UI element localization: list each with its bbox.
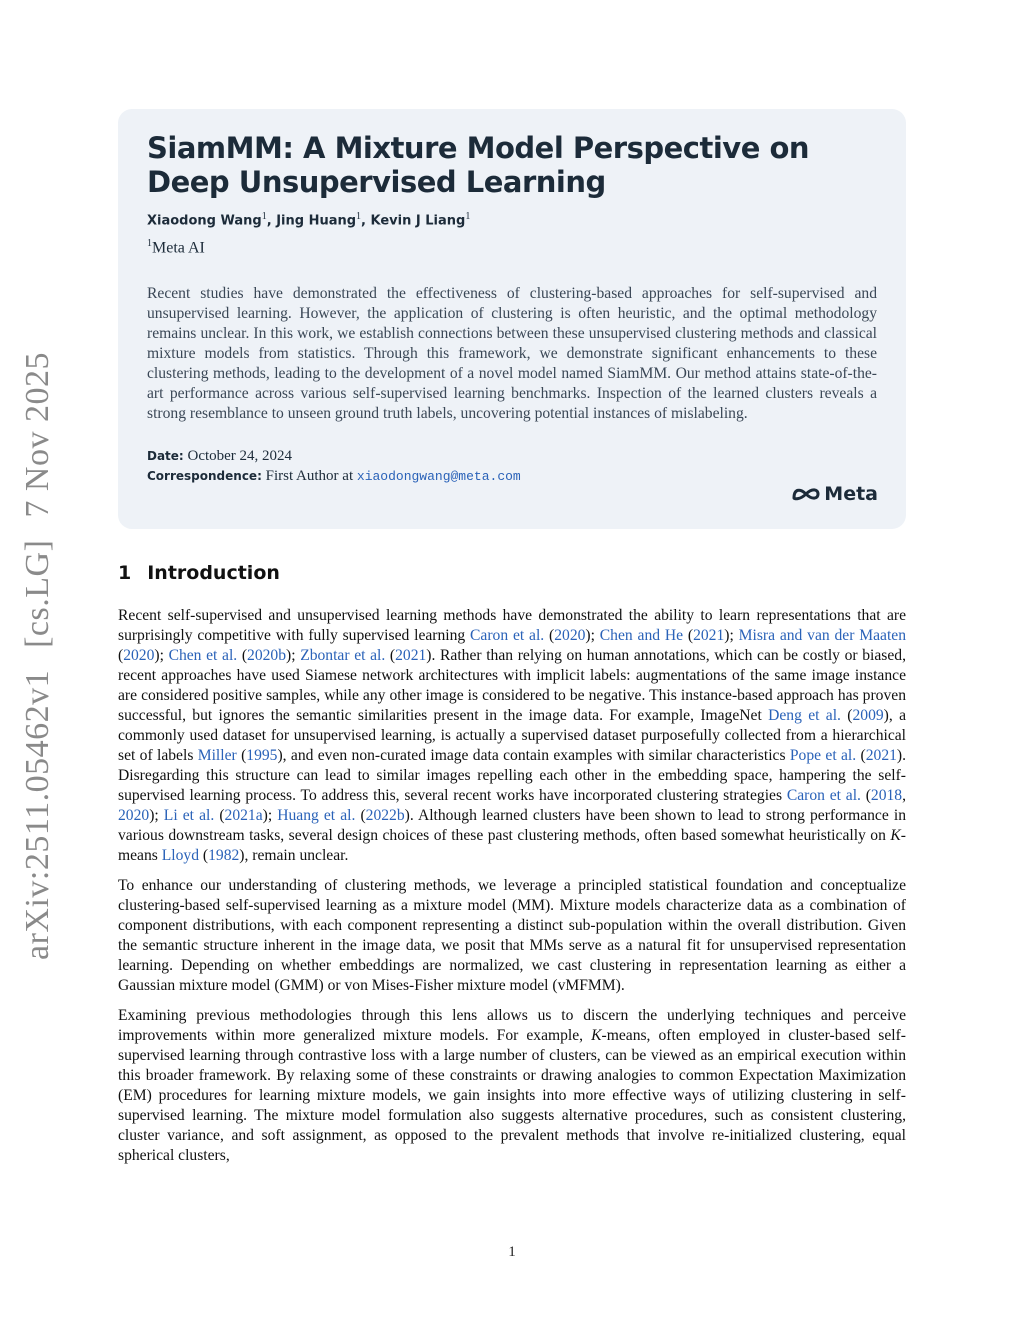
date-label: Date:	[147, 449, 184, 464]
citation-link[interactable]: 1995	[246, 747, 278, 764]
arxiv-date: 7 Nov 2025	[19, 352, 56, 518]
math-symbol: K	[890, 827, 901, 844]
author-list: Xiaodong Wang$^1$, Jing Huang$^1$, Kevin J Liang$^1$	[147, 211, 471, 229]
abstract: Recent studies have demonstrated the effectiveness of clustering-based approaches for self-supervised and unsupervised learning. However, the application of clustering is often heuristic, and the optimal methodology remains unclear. In this work, we establish connections between these unsupervised clustering methods and classical mixture models from statistics. Through this framework, we demonstrate significant enhancements to these clustering methods, leading to the development of a novel model named SiamMM. Our method attains state-of-the-art performance across various self-supervised learning benchmarks. Inspection of the learned clusters reveals a strong resemblance to unseen ground truth labels, uncovering potential instances of mislabeling.	[147, 284, 877, 423]
body-text-run: (	[683, 627, 694, 644]
body-text-run: (	[840, 707, 853, 724]
body-text-run: (	[237, 647, 248, 664]
body-text-run: ). Rather than relying on human annotations, which can be costly or biased, recent approaches have used Siamese network architectures with implicit labels: augmentations of the same image instance are considered positive samples, while any other image is considered to be negative. This instance-based approach has proven successful, but ignores the semantic similarities present in the image data. For example, ImageNet	[118, 647, 906, 724]
citation-link[interactable]: 2020b	[247, 647, 287, 664]
body-text-run: (	[385, 647, 396, 664]
meta-logo-text: Meta	[824, 483, 878, 505]
affiliation-name: Meta AI	[152, 239, 205, 257]
citation-link[interactable]: Chen and He	[599, 627, 684, 644]
citation-link[interactable]: Huang et al.	[277, 807, 356, 824]
correspondence-text: First Author at	[265, 468, 354, 485]
paper-header-box	[118, 109, 906, 529]
body-text-run: To enhance our understanding of clustering methods, we leverage a principled statistical foundation and conceptualize clustering-based self-supervised learning as a mixture model (MM). Mixture models characterize data as a combination of component distributions, with each component representing a distinct sub-population within the overall distribution. Given the semantic structure inherent in the image data, we posit that MMs serve as a natural fit for unsupervised representation learning. Depending on whether embeddings are normalized, we cast clustering in representation learning as either a Gaussian mixture model (GMM) or von Mises-Fisher mixture model (vMFMM).	[118, 877, 906, 994]
citation-link[interactable]: 2018	[870, 787, 903, 804]
body-text-run: );	[724, 627, 739, 644]
arxiv-sidebar-stamp	[8, 260, 68, 960]
body-text-run: );	[286, 647, 301, 664]
body-text-run: (	[199, 847, 209, 864]
citation-link[interactable]: 2009	[852, 707, 884, 724]
citation-link[interactable]: Pope et al.	[789, 747, 857, 764]
page-number: 1	[508, 1244, 516, 1260]
body-paragraph	[118, 876, 906, 996]
correspondence-label: Correspondence:	[147, 469, 262, 484]
body-text-run: ), remain unclear.	[239, 847, 349, 864]
section-heading-introduction	[118, 562, 280, 584]
citation-link[interactable]: 2020	[118, 807, 150, 824]
meta-logo	[791, 483, 878, 505]
body-text-run: );	[585, 627, 600, 644]
author-name: Xiaodong Wang	[147, 213, 262, 229]
body-text-run: -means	[118, 827, 906, 864]
citation-link[interactable]: 2021a	[224, 807, 263, 824]
body-text-run: ). Disregarding this structure can lead to similar images repelling each other in the embedding space, hampering the self-supervised learning process. To address this, several recent works have incorporated clustering strategies	[118, 747, 906, 804]
author-name: Jing Huang	[276, 213, 357, 229]
citation-link[interactable]: 2020	[123, 647, 155, 664]
body-text-run: );	[149, 807, 164, 824]
citation-link[interactable]: 2021	[865, 747, 897, 764]
arxiv-category: [cs.LG]	[19, 539, 56, 648]
citation-link[interactable]: Chen et al.	[168, 647, 238, 664]
citation-link[interactable]: Miller	[197, 747, 237, 764]
paper-title: SiamMM: A Mixture Model Perspective on Deep Unsupervised Learning	[147, 131, 810, 199]
citation-link[interactable]: Misra and van der Maaten	[738, 627, 907, 644]
correspondence-line	[147, 466, 877, 487]
body-paragraph	[118, 606, 906, 866]
citation-link[interactable]: 2020	[554, 627, 586, 644]
body-text-run: (	[860, 787, 871, 804]
body-text-run: (	[544, 627, 555, 644]
author-affil-mark: 1	[261, 211, 267, 222]
affiliation-mark: 1	[147, 238, 152, 250]
date-value: October 24, 2024	[187, 448, 293, 465]
body-text-run: );	[262, 807, 278, 824]
paper-meta	[147, 446, 877, 487]
body-text-run: (	[355, 807, 366, 824]
citation-link[interactable]: 2022b	[365, 807, 405, 824]
math-symbol: K	[591, 1027, 602, 1044]
body-text-run: (	[856, 747, 866, 764]
body-text-run: Examining previous methodologies through this lens allows us to discern the underlying techniques and perceive improvements within more generalized mixture models. For example,	[118, 1007, 906, 1044]
arxiv-id[interactable]: arXiv:2511.05462v1	[19, 669, 56, 960]
citation-link[interactable]: Deng et al.	[768, 707, 841, 724]
body-text-run: Recent self-supervised and unsupervised learning methods have demonstrated the ability to learn representations that are surprisingly competitive with fully supervised learning	[118, 607, 906, 644]
section-number: 1	[118, 562, 132, 584]
introduction-body	[118, 606, 906, 1176]
body-text-run: ), a commonly used dataset for unsupervised learning, is actually a supervised dataset purposefully collected from a hierarchical set of labels	[118, 707, 906, 764]
body-text-run: -means, often employed in cluster-based self-supervised learning through contrastive loss with a large number of clusters, can be viewed as an empirical execution within this broader framework. By relaxing some of these constraints or drawing analogies to common Expectation Maximization (EM) procedures for learning mixture models, we gain insights into more effective ways of utilizing clustering in self-supervised learning. The mixture model formulation also suggests alternative procedures, such as consistent clustering, cluster variance, and soft assignment, as opposed to the prevalent methods that involve re-initialized clustering, equal spherical clusters,	[118, 1027, 906, 1164]
body-text-run: (	[236, 747, 247, 764]
body-text-run: ), and even non-curated image data contain examples with similar characteristics	[277, 747, 790, 764]
citation-link[interactable]: 1982	[208, 847, 240, 864]
author-name: Kevin J Liang	[370, 213, 466, 229]
affiliation	[147, 238, 877, 257]
citation-link[interactable]: 2021	[693, 627, 725, 644]
body-text-run: ). Although learned clusters have been shown to lead to strong performance in various downstream tasks, several design choices of these past clustering methods, often based somewhat heuristically on	[118, 807, 906, 844]
body-text-run: );	[154, 647, 169, 664]
author-affil-mark: 1	[465, 211, 471, 222]
section-title: Introduction	[147, 562, 280, 584]
meta-infinity-icon	[791, 486, 821, 502]
correspondence-email-link[interactable]: xiaodongwang@meta.com	[356, 469, 521, 485]
body-text-run: ,	[902, 787, 906, 804]
citation-link[interactable]: Zbontar et al.	[300, 647, 386, 664]
body-text-run: (	[118, 647, 124, 664]
date-line	[147, 446, 877, 466]
citation-link[interactable]: Caron et al.	[470, 627, 545, 644]
body-text-run: (	[214, 807, 225, 824]
citation-link[interactable]: Lloyd	[161, 847, 199, 864]
citation-link[interactable]: Caron et al.	[786, 787, 861, 804]
citation-link[interactable]: Li et al.	[163, 807, 215, 824]
author-affil-mark: 1	[356, 211, 362, 222]
citation-link[interactable]: 2021	[395, 647, 427, 664]
body-paragraph	[118, 1006, 906, 1166]
